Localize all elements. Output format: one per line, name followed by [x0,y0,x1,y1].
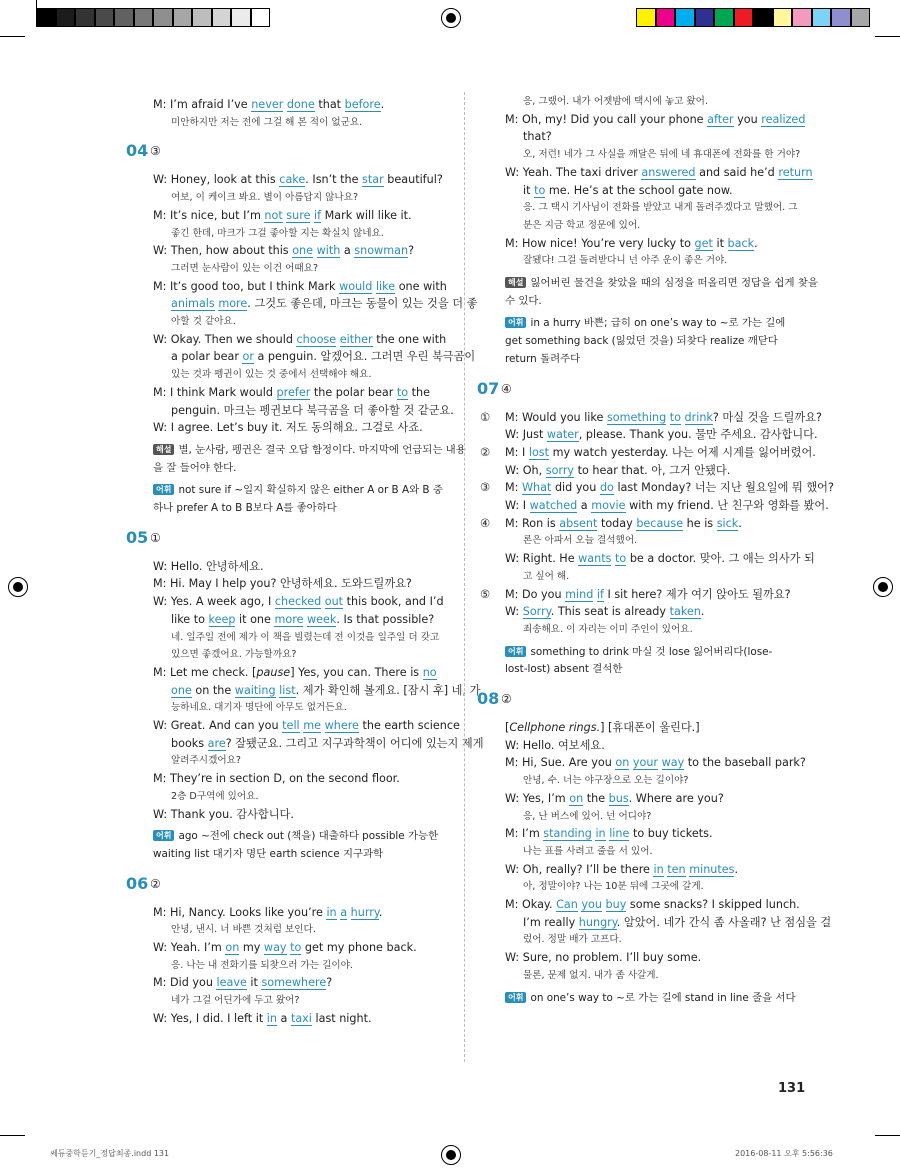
answer-blank: watched [529,499,578,512]
answer-blank: cake [279,173,306,187]
korean-translation: 고 싶어 해. [523,570,570,582]
dialogue-line: W: Right. He wants to be a doctor. 맞아. 그 애는 의사가 되 [505,552,815,566]
korean-translation: 렀어. 정말 배가 고프다. [523,934,622,946]
answer-blank: on [615,756,630,770]
dialogue-line: M: Did you leave it somewhere? [153,976,333,990]
answer-blank: hurry [350,905,379,919]
answer-blank: Can [556,898,578,911]
korean-translation: 여보, 이 케이크 봐요. 별이 아름답지 않나요? [171,192,359,204]
answer-blank: list [279,683,296,697]
dialogue-continuation: I’m really hungry. 알았어. 네가 간식 좀 사올래? 난 점심을 걸 [523,915,832,929]
answer-blank: done [286,98,315,111]
explanation-note: 해설 잃어버린 물건을 찾았을 때의 심정을 떠올리면 정답을 쉽게 찾을 [505,275,818,292]
vocab-badge: 어휘 [505,317,526,328]
dialogue-line: W: Yes, I’m on the bus. Where are you? [505,791,724,805]
korean-translation: 미안하지만 저는 전에 그걸 해 본 적이 없군요. [171,116,363,128]
dialogue-line: M: I think Mark would prefer the polar bear to the [153,385,431,399]
answer-blank: me [303,719,322,732]
answer-blank: leave [216,976,247,990]
answer-blank: way [263,941,287,954]
answer-blank: are [207,736,226,750]
dialogue-line: M: Oh, my! Did you call your phone after you realized [505,112,806,126]
answer-blank: choose [296,332,337,346]
option-marker: ② [480,445,491,459]
note-continuation: 하나 prefer A to B B보다 A를 좋아하다 [153,502,337,514]
answer-blank: to [290,941,302,954]
vocab-badge: 어휘 [505,992,526,1003]
answer-blank: do [599,481,614,495]
vocab-badge: 어휘 [153,830,174,841]
option-marker: ① [480,410,491,424]
answer-blank: a [340,905,348,919]
answer-choice: ③ [150,144,161,159]
korean-translation: 응, 난 버스에 있어. 넌 어디야? [523,810,652,822]
answer-choice: ① [150,530,161,545]
answer-blank: taxi [290,1011,312,1025]
answer-blank: if [314,208,322,222]
answer-blank: absent [559,516,598,530]
dialogue-line: W: Sure, no problem. I’ll buy some. [505,951,702,965]
dialogue-continuation: books are? 잘됐군요. 그리고 지구과학책이 어디에 있는지 제게 [171,736,484,750]
answer-blank: more [218,297,248,311]
answer-choice: ④ [501,381,512,396]
dialogue-line: W: Yeah. I’m on my way to get my phone back. [153,941,417,954]
answer-blank: sick [716,516,739,530]
answer-blank: to [396,385,409,399]
answer-choice: ② [150,876,161,891]
korean-translation: 2층 D구역에 있어요. [171,790,259,802]
answer-blank: somewhere [261,976,327,990]
vocab-note: 어휘 something to drink 마실 것 lose 잃어버리다(lose- [505,644,772,661]
answer-blank: or [242,350,254,364]
dialogue-line: M: It’s nice, but I’m not sure if Mark will like it. [153,208,412,222]
korean-translation: 죄송해요. 이 자리는 이미 주인이 있어요. [523,623,693,635]
answer-blank: back [727,236,755,250]
korean-translation: 네. 일주일 전에 제가 이 책을 빌렸는데 전 이것을 일주일 더 갖고 [171,631,440,643]
answer-blank: in [326,905,337,919]
vocab-badge: 어휘 [505,646,526,657]
answer-blank: What [521,481,552,495]
answer-blank: way [661,756,685,770]
dialogue-line: ② M: I lost my watch yesterday. 나는 어제 시계를 잃어버렸어. [480,445,816,459]
korean-translation: 잘됐다! 그걸 돌려받다니 넌 아주 운이 좋은 거야. [523,255,728,267]
dialogue-line: W: Okay. Then we should choose either the one with [153,332,447,346]
dialogue-continuation: animals more. 그것도 좋은데, 마크는 동물이 있는 것을 더 좋 [171,297,478,311]
answer-blank: out [324,595,344,609]
registration-mark-bottom [441,1145,461,1165]
answer-blank: week [307,612,337,626]
answer-blank: lost [528,445,550,459]
answer-blank: like [375,279,396,293]
option-marker: ③ [480,481,491,495]
korean-translation: 오, 저런! 네가 그 사실을 깨달은 뒤에 네 휴대폰에 전화를 한 거야? [523,149,801,161]
note-continuation: waiting list 대기자 명단 earth science 지구과학 [153,847,384,860]
dialogue-line: M: Hi. May I help you? 안녕하세요. 도와드릴까요? [153,577,412,591]
answer-blank: because [636,516,684,530]
answer-choice: ② [501,692,512,706]
answer-blank: waiting [234,683,276,697]
dialogue-continuation: that? [523,130,552,144]
crop-mark [0,1135,25,1136]
answer-blank: not [264,208,283,222]
korean-translation: 론은 아파서 오늘 결석했어. [523,535,638,547]
dialogue-line: [Cellphone rings.] [휴대폰이 울린다.] [505,721,700,734]
answer-blank: movie [591,499,626,512]
dialogue-continuation: one on the waiting list. 제가 확인해 볼게요. [잠시 후] 네, 가 [171,683,481,697]
answer-blank: hungry [578,915,617,929]
answer-blank: animals [171,297,215,311]
answer-blank: where [324,719,359,732]
dialogue-line: M: Hi, Sue. Are you on your way to the baseball park? [505,756,806,770]
dialogue-line: W: Then, how about this one with a snowman? [153,244,415,258]
answer-blank: buy [605,898,627,911]
dialogue-line: M: I’m afraid I’ve never done that before. [153,98,385,111]
answer-blank: in [266,1011,277,1025]
dialogue-line: M: They’re in section D, on the second floor. [153,772,400,786]
answer-blank: to [534,183,546,197]
answer-blank: star [362,173,384,187]
dialogue-line: W: Hello. 여보세요. [505,738,605,752]
explanation-note: 해설 별, 눈사람, 펭귄은 결국 오답 함정이다. 마지막에 언급되는 내용 [153,442,466,459]
question-number: 04 [126,141,149,161]
dialogue-line: W: Thank you. 감사합니다. [153,807,294,821]
note-continuation: return 돌려주다 [505,352,581,365]
korean-translation: 있으면 좋겠어요. 가능할까요? [171,649,297,661]
korean-translation: 나는 표를 사려고 줄을 서 있어. [523,845,653,857]
answer-blank: ten [667,862,686,876]
dialogue-line: M: I’m standing in line to buy tickets. [505,827,713,841]
dialogue-line: W: I watched a movie with my friend. 난 친구와 영화를 봤어. [505,499,829,512]
answer-blank: tell [282,719,300,732]
answer-blank: checked [274,595,322,609]
dialogue-line: W: Yeah. The taxi driver answered and said he’d return [505,165,813,179]
korean-translation: 네가 그걸 어딘가에 두고 왔어? [171,995,300,1007]
answer-blank: line [609,827,630,841]
korean-translation: 알려주시겠어요? [171,755,241,767]
answer-blank: bus [608,791,629,805]
answer-blank: more [274,612,304,626]
answer-blank: snowman [354,244,409,258]
dialogue-line: W: Great. And can you tell me where the earth science [153,719,460,732]
answer-blank: mind [565,587,594,601]
answer-blank: your [632,756,659,770]
dialogue-line: W: Yes. A week ago, I checked out this book, and I’d [153,595,444,609]
question-number: 06 [126,873,149,893]
answer-blank: to [669,410,681,424]
dialogue-line: M: It’s good too, but I think Mark would like one with [153,279,447,293]
answer-blank: sorry [545,463,575,477]
answer-blank: prefer [276,385,311,399]
answer-blank: one [292,244,314,258]
note-continuation: get something back (잃었던 것을) 되찾다 realize 깨닫다 [505,335,778,348]
answer-blank: never [251,98,284,111]
dialogue-line: W: Oh, sorry to hear that. 아, 그거 안됐다. [505,463,731,477]
korean-translation: 물론, 문제 없지. 내가 좀 사갈게. [523,969,659,981]
option-marker: ④ [480,516,491,530]
note-continuation: 수 있다. [505,294,542,307]
answer-blank: if [596,587,604,601]
answer-blank: sure [286,208,311,222]
korean-translation: 응. 그 택시 기사님이 전화를 받았고 내게 돌려주겠다고 말했어. 그 [523,202,798,214]
footer-file: 쎄듀중학듣기_정답최종.indd 131 [50,1149,170,1158]
dialogue-line: W: I agree. Let’s buy it. 저도 동의해요. 그걸로 사죠. [153,421,423,435]
answer-blank: in [653,862,664,876]
question-number: 07 [477,378,500,398]
answer-blank: standing [543,827,592,841]
note-continuation: 을 잘 들어야 한다. [153,461,237,474]
answer-blank: one [171,683,192,697]
explanation-badge: 해설 [153,444,174,455]
dialogue-line: W: Honey, look at this cake. Isn’t the star beautiful? [153,173,443,187]
answer-blank: water [546,428,579,442]
dialogue-continuation: it to me. He’s at the school gate now. [523,183,733,197]
note-continuation: lost-lost) absent 결석한 [505,663,623,676]
answer-blank: get [694,236,713,250]
vocab-note: 어휘 on one’s way to ~로 가는 길에 stand in line 줄을 서다 [505,990,796,1007]
answer-blank: return [778,165,813,179]
answer-blank: on [569,791,584,805]
korean-translation: 아할 것 같아요. [171,316,236,327]
dialogue-line: W: Sorry. This seat is already taken. [505,605,705,619]
question-number: 08 [477,689,500,708]
korean-translation: 있는 것과 펭귄이 있는 것 중에서 선택해야 해요. [171,369,372,381]
dialogue-line: W: Yes, I did. I left it in a taxi last night. [153,1011,372,1025]
korean-translation: 그러면 눈사람이 있는 이건 어때요? [171,262,319,274]
dialogue-line: ⑤ M: Do you mind if I sit here? 제가 여기 앉아도 될까요? [480,587,791,601]
korean-translation: 응. 나는 내 전화기를 되찾으러 가는 길이야. [171,959,353,971]
dialogue-line: M: How nice! You’re very lucky to get it back. [505,236,758,250]
answer-blank: something [606,410,667,424]
dialogue-line: ③ M: What did you do last Monday? 너는 지난 월요일에 뭐 했어? [480,481,834,495]
vocab-note: 어휘 not sure if ~일지 확실하지 않은 either A or B A와 B 중 [153,482,443,499]
dialogue-line: W: Hello. 안녕하세요. [153,559,264,573]
answer-blank: on [225,941,240,954]
korean-translation: 안녕, 낸시. 너 바쁜 것처럼 보인다. [171,924,316,936]
dialogue-continuation: like to keep it one more week. Is that possible? [171,612,435,626]
dialogue-line: ① M: Would you like something to drink? 마실 것을 드릴까요? [480,410,822,424]
footer-date: 2016-08-11 오후 5:56:36 [735,1149,833,1158]
answer-blank: drink [684,410,713,424]
dialogue-line: M: Let me check. [pause] Yes, you can. There is no [153,665,437,679]
explanation-badge: 해설 [505,277,526,288]
vocab-note: 어휘 ago ~전에 check out (책을) 대출하다 possible 가능한 [153,828,438,845]
answer-blank: to [615,552,627,566]
dialogue-line: M: Okay. Can you buy some snacks? I skipped lunch. [505,898,800,911]
korean-translation: 응, 그랬어. 내가 어젯밤에 택시에 놓고 왔어. [523,96,708,107]
dialogue-continuation: a polar bear or a penguin. 알겠어요. 그러면 우린 북극곰이 [171,350,476,364]
dialogue-line: ④ M: Ron is absent today because he is sick. [480,516,742,530]
answer-blank: keep [208,612,236,626]
korean-translation: 좋긴 한데, 마크가 그걸 좋아할 지는 확실치 않네요. [171,227,384,239]
answer-blank: realized [761,112,806,126]
dialogue-line: W: Oh, really? I’ll be there in ten minutes. [505,862,739,876]
vocab-note: 어휘 in a hurry 바쁜; 급히 on one’s way to ~로 가는 길에 [505,315,785,332]
page-number: 131 [778,1081,806,1096]
answer-blank: minutes [689,862,735,876]
korean-translation: 분은 지금 학교 정문에 있어. [523,219,641,231]
answer-blank: with [316,244,341,258]
answer-blank: in [595,827,606,841]
korean-translation: 안녕, 수. 너는 야구장으로 오는 길이야? [523,775,689,787]
answer-blank: answered [641,165,696,179]
dialogue-line: W: Just water, please. Thank you. 물만 주세요. 감사합니다. [505,428,818,442]
answer-blank: before [344,98,381,111]
answer-blank: after [707,112,734,126]
answer-blank: taken [669,605,701,619]
answer-blank: either [339,332,373,346]
vocab-badge: 어휘 [153,484,174,495]
option-marker: ⑤ [480,587,491,601]
crop-mark [875,1135,900,1136]
answer-blank: wants [578,552,612,566]
dialogue-continuation: penguin. 마크는 펭귄보다 북극곰을 더 좋아할 것 같군요. [171,403,454,417]
answer-blank: no [422,665,437,679]
dialogue-line: M: Hi, Nancy. Looks like you’re in a hurry. [153,905,383,919]
answer-blank: would [339,279,373,293]
answer-blank: you [581,898,602,911]
korean-translation: 아, 정말이야? 나는 10분 뒤에 그곳에 갈게. [523,881,704,893]
question-number: 05 [126,527,149,547]
korean-translation: 능하네요. 대기자 명단에 아무도 없거든요. [171,702,347,714]
answer-blank: Sorry [522,605,551,619]
